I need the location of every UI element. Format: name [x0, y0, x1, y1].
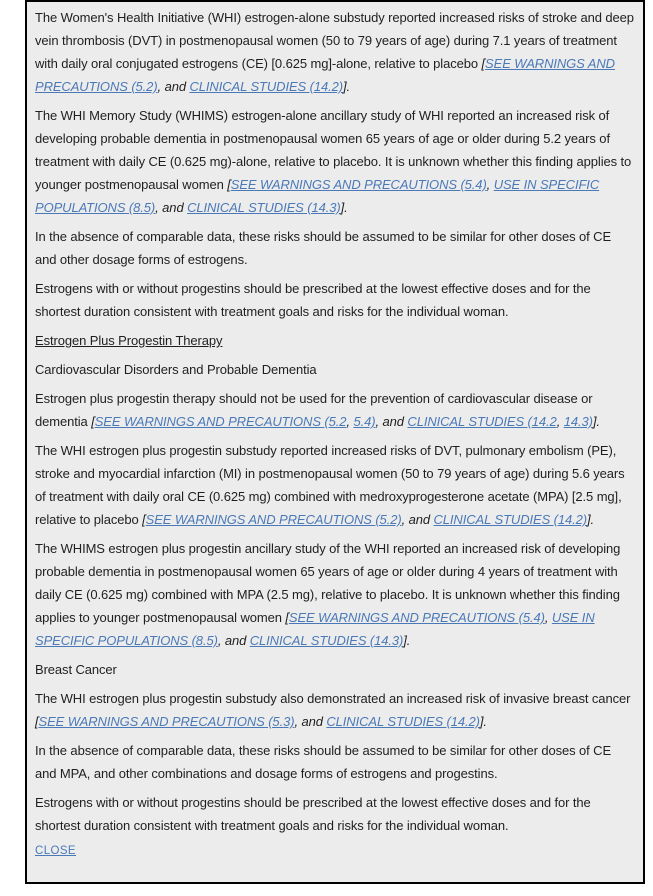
- paragraph: [35, 791, 635, 837]
- citation-text: [: [91, 414, 95, 429]
- citation-text: [: [227, 177, 231, 192]
- citation-text: ,: [486, 177, 494, 192]
- section-link[interactable]: CLINICAL STUDIES (14.2: [407, 414, 557, 429]
- paragraph: [35, 439, 635, 531]
- body-text: Estrogens with or without progestins should be prescribed at the lowest effective doses and for the shortest duration consistent with treatment goals and risks for the individual woman.: [35, 795, 591, 833]
- section-link[interactable]: CLINICAL STUDIES (14.3): [187, 200, 341, 215]
- paragraph: [35, 104, 635, 219]
- section-link[interactable]: SEE WARNINGS AND PRECAUTIONS (5.2: [94, 414, 347, 429]
- paragraph: [35, 6, 635, 98]
- citation-text: [: [285, 610, 289, 625]
- section-link[interactable]: 14.3): [563, 414, 593, 429]
- section-link[interactable]: USE IN SPECIFIC POPULATIONS (8.5): [35, 610, 595, 648]
- citation-text: ].: [403, 633, 411, 648]
- body-text: The WHI estrogen plus progestin substudy also demonstrated an increased risk of invasive breast cancer: [35, 691, 631, 706]
- section-link[interactable]: SEE WARNINGS AND PRECAUTIONS (5.2): [145, 512, 402, 527]
- body-text: The WHI estrogen plus progestin substudy reported increased risks of DVT, pulmonary embolism (PE), stroke and myocardial infarction (MI) in postmenopausal women (50 to 79 years of age) during 5.6 years of treatment with daily oral CE (0.625 mg) combined with medroxyprogesterone acetate (MPA) [2.5 mg], relative to placebo: [35, 443, 625, 527]
- citation-text: ].: [343, 79, 351, 94]
- body-text: Estrogens with or without progestins should be prescribed at the lowest effective doses and for the shortest duration consistent with treatment goals and risks for the individual woman.: [35, 281, 591, 319]
- citation-text: [: [481, 56, 486, 71]
- body-text: Estrogen plus progestin therapy should not be used for the prevention of cardiovascular disease or dementia: [35, 391, 593, 429]
- body-text: The Women's Health Initiative (WHI) estrogen-alone substudy reported increased risks of stroke and deep vein thrombosis (DVT) in postmenopausal women (50 to 79 years of age) during 7.1 years of treatment with daily oral conjugated estrogens (CE) [0.625 mg]-alone, relative to placebo: [35, 10, 634, 71]
- citation-text: ].: [592, 414, 600, 429]
- section-link[interactable]: SEE WARNINGS AND PRECAUTIONS (5.3): [38, 714, 295, 729]
- section-link[interactable]: SEE WARNINGS AND PRECAUTIONS (5.2): [35, 56, 615, 94]
- body-text: In the absence of comparable data, these risks should be assumed to be similar for other doses of CE and other dosage forms of estrogens.: [35, 229, 612, 267]
- body-text: The WHIMS estrogen plus progestin ancillary study of the WHI reported an increased risk of developing probable dementia in postmenopausal women 65 years of age or older during 4 years of treatment with daily CE (0.625 mg) combined with MPA (2.5 mg), relative to placebo. It is unknown whether this finding applies to younger postmenopausal women: [35, 541, 621, 625]
- paragraph: [35, 225, 635, 271]
- section-link[interactable]: CLINICAL STUDIES (14.2): [433, 512, 588, 527]
- citation-text: , and: [294, 714, 327, 729]
- citation-text: ].: [587, 512, 595, 527]
- paragraph: [35, 739, 635, 785]
- body-text: The WHI Memory Study (WHIMS) estrogen-alone ancillary study of WHI reported an increased risk of developing probable dementia in postmenopausal women 65 years of age or older during 5.2 years of treatment with daily CE (0.625 mg)-alone, relative to placebo. It is unknown whether this finding applies to younger postmenopausal women: [35, 108, 632, 192]
- section-heading: Estrogen Plus Progestin Therapy: [35, 333, 223, 348]
- citation-text: ,: [544, 610, 552, 625]
- citation-text: , and: [217, 633, 250, 648]
- subsection-heading: Breast Cancer: [35, 662, 117, 677]
- citation-text: ,: [346, 414, 354, 429]
- paragraph: [35, 387, 635, 433]
- citation-text: ,: [556, 414, 564, 429]
- body-text: In the absence of comparable data, these risks should be assumed to be similar for other doses of CE and MPA, and other combinations and dosage forms of estrogens and progestins.: [35, 743, 612, 781]
- citation-text: ].: [340, 200, 348, 215]
- paragraph: [35, 277, 635, 323]
- citation-text: , and: [375, 414, 408, 429]
- section-link[interactable]: 5.4): [353, 414, 376, 429]
- document-body: [35, 6, 635, 837]
- citation-text: [: [35, 714, 39, 729]
- boxed-warning-dialog: [25, 0, 645, 884]
- section-link[interactable]: CLINICAL STUDIES (14.2): [326, 714, 480, 729]
- section-link[interactable]: USE IN SPECIFIC POPULATIONS (8.5): [35, 177, 600, 215]
- citation-text: ].: [479, 714, 487, 729]
- subsection-heading: Cardiovascular Disorders and Probable Dementia: [35, 362, 317, 377]
- paragraph: [35, 537, 635, 652]
- section-link[interactable]: CLINICAL STUDIES (14.2): [189, 79, 343, 94]
- citation-text: , and: [401, 512, 434, 527]
- citation-text: , and: [155, 200, 188, 215]
- section-link[interactable]: SEE WARNINGS AND PRECAUTIONS (5.4): [288, 610, 545, 625]
- close-link[interactable]: CLOSE: [35, 845, 76, 857]
- citation-text: , and: [157, 79, 190, 94]
- citation-text: [: [142, 512, 146, 527]
- section-link[interactable]: CLINICAL STUDIES (14.3): [249, 633, 404, 648]
- section-link[interactable]: SEE WARNINGS AND PRECAUTIONS (5.4): [230, 177, 487, 192]
- paragraph: [35, 687, 635, 733]
